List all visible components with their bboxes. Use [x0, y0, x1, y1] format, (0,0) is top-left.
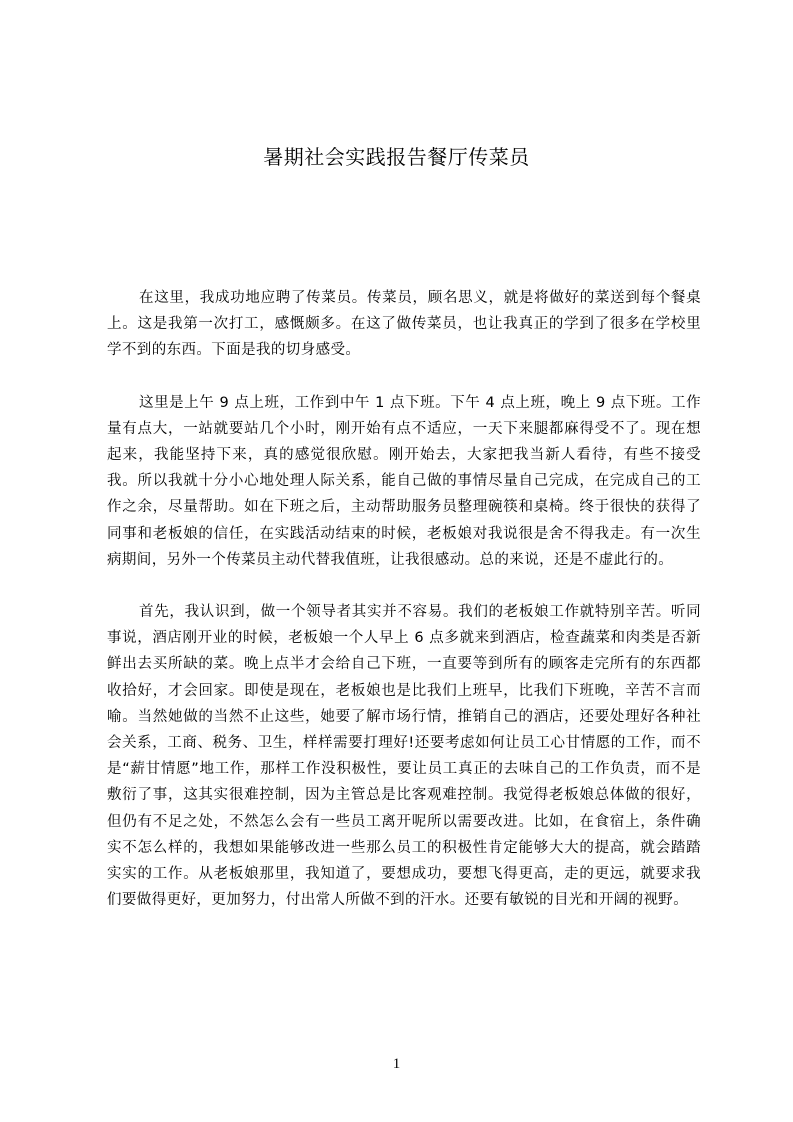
document-body	[107, 285, 701, 939]
paragraph-manager-reflection: 首先，我认识到，做一个领导者其实并不容易。我们的老板娘工作就特别辛苦。听同事说，酒店刚开业的时候，老板娘一个人早上 6 点多就来到酒店，检查蔬菜和肉类是否新鲜出去买所缺的菜。晚上点半才会给自己下班，一直要等到所有的顾客走完所有的东西都收拾好，才会回家。即使是现在，老板娘也是比我们上班早，比我们下班晚，辛苦不言而喻。当然她做的当然不止这些，她要了解市场行情，推销自己的酒店，还要处理好各种社会关系，工商、税务、卫生，样样需要打理好!还要考虑如何让员工心甘情愿的工作，而不是“薪甘情愿”地工作，那样工作没积极性，要让员工真正的去味自己的工作负责，而不是敷衍了事，这其实很难控制，因为主管总是比客观难控制。我觉得老板娘总体做的很好，但仍有不足之处，不然怎么会有一些员工离开呢所以需要改进。比如，在食宿上，条件确实不怎么样的，我想如果能够改进一些那么员工的积极性肯定能够大大的提高，就会踏踏实实的工作。从老板娘那里，我知道了，要想成功，要想飞得更高，走的更远，就要求我们要做得更好，更加努力，付出常人所做不到的汗水。还要有敏锐的目光和开阔的视野。	[107, 604, 701, 909]
paragraph-work-schedule: 这里是上午 9 点上班，工作到中午 1 点下班。下午 4 点上班，晚上 9 点下班。工作量有点大，一站就要站几个小时，刚开始有点不适应，一天下来腿都麻得受不了。现在想起来，我能坚持下来，真的感觉很欣慰。刚开始去，大家把我当新人看待，有些不接受我。所以我就十分小心地处理人际关系，能自己做的事情尽量自己完成，在完成自己的工作之余，尽量帮助。如在下班之后，主动帮助服务员整理碗筷和桌椅。终于很快的获得了同事和老板娘的信任，在实践活动结束的时候，老板娘对我说很是舍不得我走。有一次生病期间，另外一个传菜员主动代替我值班，让我很感动。总的来说，还是不虚此行的。	[107, 394, 701, 568]
paragraph-intro: 在这里，我成功地应聘了传菜员。传菜员，顾名思义，就是将做好的菜送到每个餐桌上。这是我第一次打工，感慨颇多。在这了做传菜员，也让我真正的学到了很多在学校里学不到的东西。下面是我的切身感受。	[107, 290, 701, 359]
page-title: 暑期社会实践报告餐厅传菜员	[263, 145, 530, 169]
page-number: 1	[392, 1056, 401, 1072]
